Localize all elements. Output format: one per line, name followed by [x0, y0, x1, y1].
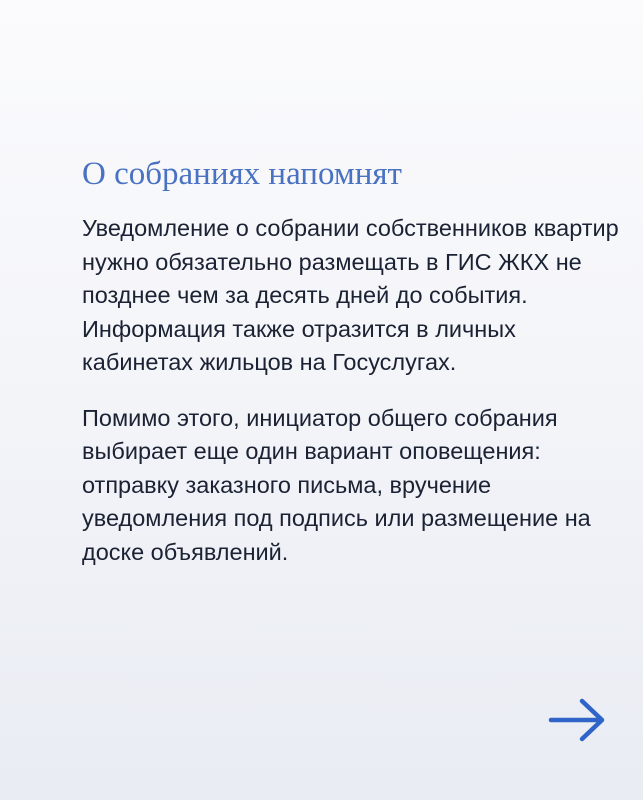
next-slide-button[interactable] — [548, 697, 608, 743]
card-body — [82, 212, 622, 569]
arrow-right-icon — [548, 697, 608, 743]
paragraph-additional-notice: Помимо этого, инициатор общего собрания выбирает еще один вариант оповещения: отправку заказного письма, вручение уведомления под подпись или размещение на доске объявлений. — [82, 404, 591, 565]
paragraph-gis-notification: Уведомление о собрании собственников квартир нужно обязательно размещать в ГИС ЖКХ не позднее чем за десять дней до события. Информация также отразится в личных кабинетах жильцов на Госуслугах. — [82, 215, 619, 375]
card-title: О собраниях напомнят — [82, 156, 402, 192]
